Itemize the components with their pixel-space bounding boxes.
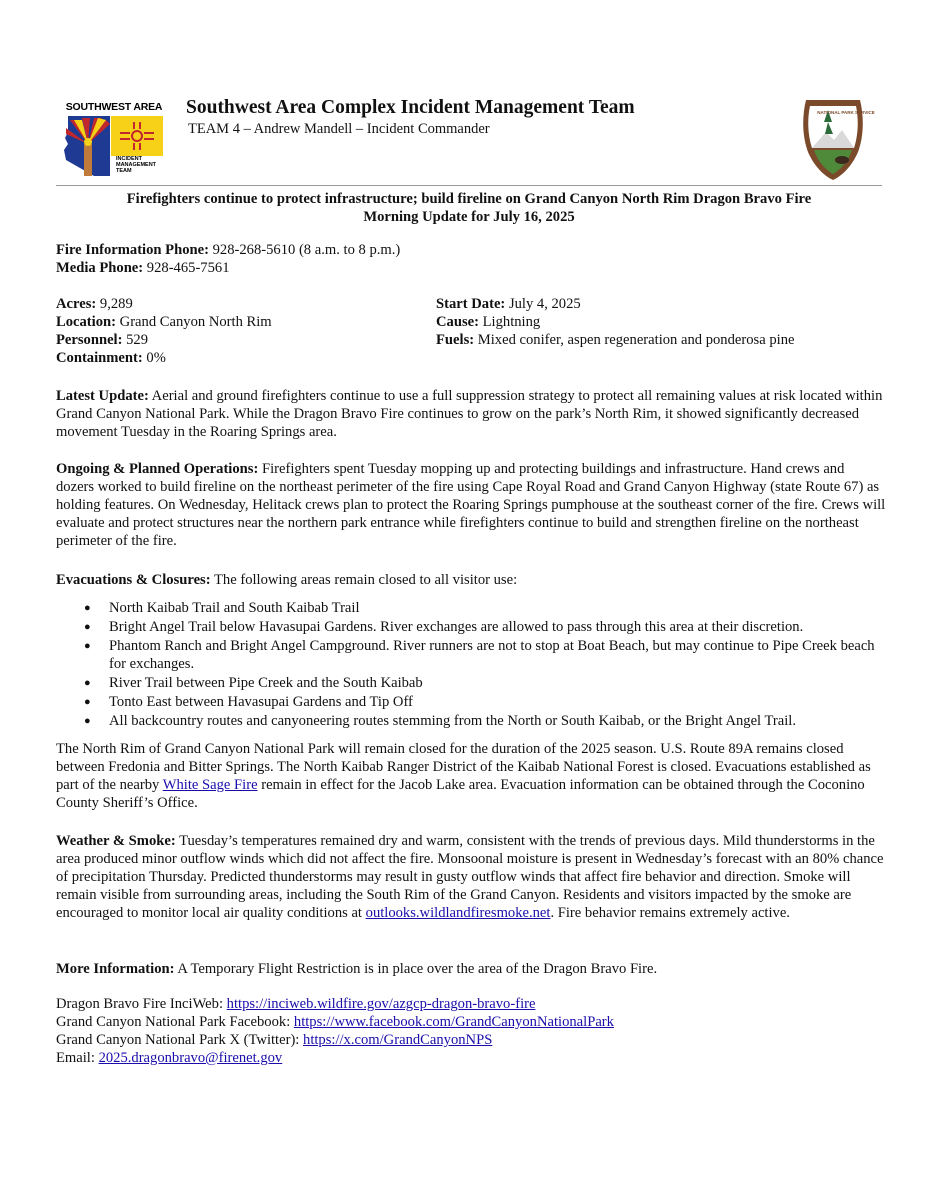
- list-item: ● Tonto East between Havasupai Gardens and Tip Off: [84, 694, 413, 710]
- headline-line-2: Morning Update for July 16, 2025: [363, 209, 575, 225]
- nps-arrowhead-logo-icon: [798, 96, 875, 182]
- list-item: Grand Canyon National Park X (Twitter): https://x.com/GrandCanyonNPS: [56, 1032, 493, 1048]
- list-item: ● Phantom Ranch and Bright Angel Campground. River runners are not to stop at Boat Beach, but may continue to Pipe Creek beach for exchanges.: [84, 638, 875, 672]
- contact-info: [56, 241, 886, 277]
- nps-logo-text: NATIONAL PARK SERVICE: [817, 110, 875, 115]
- team-title: Southwest Area Complex Incident Management Team: [186, 97, 635, 118]
- more-info-paragraph: More Information: A Temporary Flight Restriction is in place over the area of the Dragon Bravo Fire.: [56, 961, 658, 977]
- fuels-value: Mixed conifer, aspen regeneration and ponderosa pine: [474, 332, 795, 348]
- operations-text: Firefighters spent Tuesday mopping up and protecting buildings and infrastructure. Hand crews and dozers worked to build fireline on the northeast perimeter of the fire using Cape Royal Road and Grand Canyon Highway (state Route 67) as holding features. On Wednesday, Helitack crews plan to protect the Roaring Springs pumphouse at the southeast corner of the fire. Crews will evaluate and protect structures near the northern park entrance while firefighters continue to build and strengthen fireline on the northeast perimeter of the fire.: [56, 461, 886, 549]
- headline: [56, 190, 882, 226]
- logo-imt-text: INCIDENT MANAGEMENT TEAM: [116, 156, 157, 174]
- facebook-link[interactable]: https://www.facebook.com/GrandCanyonNationalPark: [293, 1014, 614, 1030]
- bullet-icon: ●: [84, 715, 91, 727]
- cause-value: Lightning: [478, 314, 541, 330]
- list-item: Dragon Bravo Fire InciWeb: https://inciweb.wildfire.gov/azgcp-dragon-bravo-fire: [56, 996, 536, 1012]
- location-value: Grand Canyon North Rim: [116, 314, 272, 330]
- location-label: Location:: [56, 314, 116, 330]
- inciweb-link[interactable]: https://inciweb.wildfire.gov/azgcp-dragon-bravo-fire: [226, 996, 536, 1012]
- latest-update-label: Latest Update:: [56, 388, 149, 404]
- header-divider: [56, 185, 882, 186]
- fuels-label: Fuels:: [436, 332, 475, 348]
- bullet-icon: ●: [84, 696, 91, 708]
- media-phone-label: Media Phone:: [56, 260, 144, 276]
- media-phone-value: 928-465-7561: [143, 260, 230, 276]
- fire-facts-left: [56, 295, 416, 367]
- southwest-area-imt-logo: [58, 98, 170, 182]
- acres-label: Acres:: [56, 296, 97, 312]
- bullet-icon: ●: [84, 602, 91, 614]
- cause-label: Cause:: [436, 314, 479, 330]
- personnel-value: 529: [122, 332, 149, 348]
- more-info-label: More Information:: [56, 961, 175, 977]
- list-item: Grand Canyon National Park Facebook: https://www.facebook.com/GrandCanyonNationalPark: [56, 1014, 614, 1030]
- bullet-icon: ●: [84, 677, 91, 689]
- list-item: ● All backcountry routes and canyoneering routes stemming from the North or South Kaibab, or the Bright Angel Trail.: [84, 713, 796, 729]
- north-rim-closure-paragraph: The North Rim of Grand Canyon National Park will remain closed for the duration of the 2025 season. U.S. Route 89A remains closed between Fredonia and Bitter Springs. The North Kaibab Ranger District of the Kaibab National Forest is closed. Evacuations established as part of the nearby White Sage Fire remain in effect for the Jacob Lake area. Evacuation information can be obtained through the Coconino County Sheriff’s Office.: [56, 741, 871, 811]
- latest-update-text: Aerial and ground firefighters continue to use a full suppression strategy to protect all remaining values at risk located within Grand Canyon National Park. While the Dragon Bravo Fire continues to grow on the park’s North Rim, it showed significantly decreased movement Tuesday in the Roaring Springs area.: [56, 388, 883, 440]
- fire-facts-right: [436, 295, 886, 349]
- start-date-value: July 4, 2025: [505, 296, 581, 312]
- bullet-icon: ●: [84, 640, 91, 652]
- evacuations-label: Evacuations & Closures:: [56, 572, 211, 588]
- list-item: ● River Trail between Pipe Creek and the South Kaibab: [84, 675, 423, 691]
- team-subtitle: TEAM 4 – Andrew Mandell – Incident Commander: [188, 121, 490, 137]
- weather-label: Weather & Smoke:: [56, 833, 176, 849]
- white-sage-fire-link[interactable]: White Sage Fire: [162, 777, 258, 793]
- acres-value: 9,289: [96, 296, 133, 312]
- latest-update-paragraph: [56, 387, 886, 441]
- containment-label: Containment:: [56, 350, 143, 366]
- containment-value: 0%: [142, 350, 166, 366]
- fire-info-phone-label: Fire Information Phone:: [56, 242, 209, 258]
- evacuations-paragraph: [56, 571, 886, 589]
- list-item: ● Bright Angel Trail below Havasupai Gardens. River exchanges are allowed to pass through this area at their discretion.: [84, 619, 804, 635]
- logo-title: SOUTHWEST AREA: [65, 101, 163, 113]
- evacuations-text: The following areas remain closed to all visitor use:: [210, 572, 518, 588]
- operations-paragraph: [56, 460, 886, 550]
- headline-line-1: Firefighters continue to protect infrastructure; build fireline on Grand Canyon North Rim Dragon Bravo Fire: [126, 191, 812, 207]
- fire-info-phone-value: 928-268-5610 (8 a.m. to 8 p.m.): [208, 242, 401, 258]
- list-item: ● North Kaibab Trail and South Kaibab Trail: [84, 600, 360, 616]
- weather-paragraph: Weather & Smoke: Tuesday’s temperatures remained dry and warm, consistent with the trends of previous days. Mild thunderstorms in the area produced minor outflow winds which did not affect the fire. Monsoonal moisture is present in Wednesday’s forecast with an 80% chance of precipitation Thursday. Predicted thunderstorms may result in gusty outflow winds that affect fire behavior and direction. Smoke will remain visible from surrounding areas, including the South Rim of the Grand Canyon. Residents and visitors impacted by the smoke are encouraged to monitor local air quality conditions at outlooks.wildlandfiresmoke.net. Fire behavior remains extremely active.: [56, 833, 884, 921]
- links-list: [56, 995, 886, 1067]
- email-link[interactable]: 2025.dragonbravo@firenet.gov: [98, 1050, 283, 1066]
- twitter-link[interactable]: https://x.com/GrandCanyonNPS: [303, 1032, 493, 1048]
- closures-list: [56, 599, 886, 731]
- personnel-label: Personnel:: [56, 332, 123, 348]
- start-date-label: Start Date:: [436, 296, 506, 312]
- bullet-icon: ●: [84, 621, 91, 633]
- list-item: Email: 2025.dragonbravo@firenet.gov: [56, 1050, 283, 1066]
- operations-label: Ongoing & Planned Operations:: [56, 461, 259, 477]
- smoke-outlook-link[interactable]: outlooks.wildlandfiresmoke.net: [365, 905, 551, 921]
